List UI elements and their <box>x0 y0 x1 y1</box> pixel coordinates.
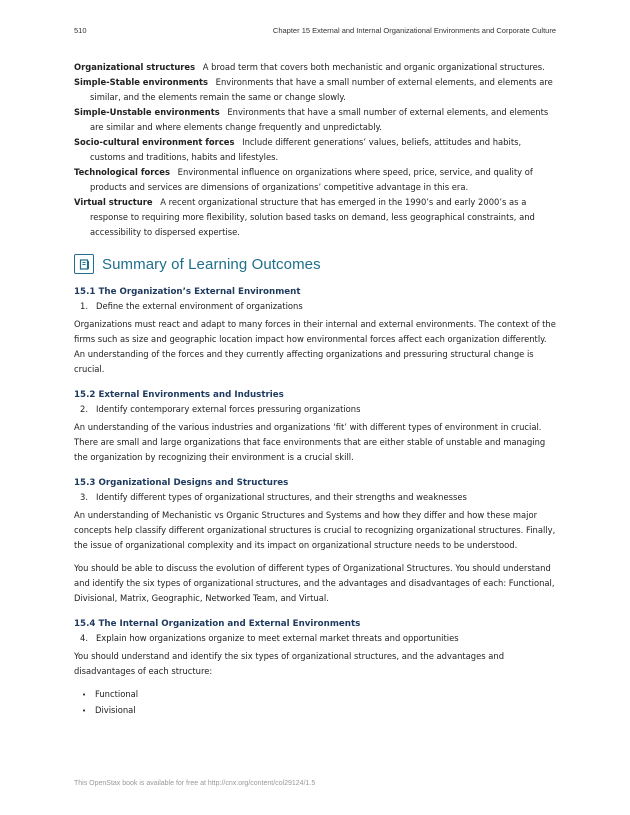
learning-objective <box>80 402 558 416</box>
objective-number: 2. <box>80 404 88 414</box>
structure-list <box>82 687 558 719</box>
glossary-definition: Environments that have a small number of external elements, and elements are similar, and the elements remain the same or change slowly. <box>90 77 553 102</box>
section-paragraph: An understanding of Mechanistic vs Organic Structures and Systems and how they differ and how these major concepts help classify different organizational structures is crucial to recognizing organizational structures. Finally, the issue of organizational complexity and its impact on organizational structure needs to be understood. <box>74 510 556 550</box>
learning-objective <box>80 299 558 313</box>
section-title: 15.1 The Organization’s External Environment <box>74 287 301 297</box>
objective-number: 3. <box>80 492 88 502</box>
outcome-section <box>74 477 558 606</box>
glossary-entry <box>74 195 558 240</box>
objective-number: 4. <box>80 633 88 643</box>
outcome-section <box>74 618 558 719</box>
objective-text: Identify contemporary external forces pressuring organizations <box>96 404 361 414</box>
list-item <box>82 703 558 719</box>
glossary-entry <box>74 105 558 135</box>
section-paragraph: An understanding of the various industries and organizations ‘fit’ with different types of environment in crucial. There are small and large organizations that face environments that are either stable of unstable and managing the organization by recognizing their environment is a crucial skill. <box>74 422 546 462</box>
glossary-definition: Environmental influence on organizations where speed, price, service, and quality of products and services are dimensions of organizations’ competitive advantage in this era. <box>90 167 533 192</box>
glossary-definition: A broad term that covers both mechanistic and organic organizational structures. <box>202 62 545 72</box>
learning-objective <box>80 631 558 645</box>
page-number: 510 <box>74 26 87 35</box>
glossary-entry <box>74 60 558 75</box>
glossary-term: Virtual structure <box>74 197 153 207</box>
chapter-title: Chapter 15 External and Internal Organizational Environments and Corporate Culture <box>272 26 556 35</box>
glossary-definition: A recent organizational structure that has emerged in the 1990’s and early 2000’s as a response to requiring more flexibility, solution based tasks on demand, less geographical constraints, and accessibility to dispersed expertise. <box>90 197 535 237</box>
glossary-term: Simple-Stable environments <box>74 77 208 87</box>
glossary-definition: Include different generations’ values, beliefs, attitudes and habits, customs and traditions, habits and lifestyles. <box>90 137 522 162</box>
section-paragraph: You should understand and identify the six types of organizational structures, and the advantages and disadvantages of each structure: <box>74 651 505 676</box>
section-paragraph: Organizations must react and adapt to many forces in their internal and external environments. The context of the firms such as size and geographic location impact how environmental forces affect each organization differently. An understanding of the forces and they currently affecting organizations and pressuring structural change is crucial. <box>74 319 556 374</box>
bullet-icon: • <box>82 691 87 699</box>
glossary-term: Simple-Unstable environments <box>74 107 220 117</box>
section-paragraph: You should be able to discuss the evolution of different types of Organizational Structures. You should understand and identify the six types of organizational structures, and the advantages and disadvantages of each: Functional, Divisional, Matrix, Geographic, Networked Team, and Virtual. <box>74 563 555 603</box>
glossary-term: Socio-cultural environment forces <box>74 137 235 147</box>
summary-heading <box>74 254 558 274</box>
glossary-definition: Environments that have a small number of external elements, and elements are similar and where elements change frequently and unpredictably. <box>90 107 549 132</box>
learning-objective <box>80 490 558 504</box>
outcome-section <box>74 286 558 377</box>
glossary-entry <box>74 75 558 105</box>
summary-title: Summary of Learning Outcomes <box>102 255 321 273</box>
glossary-entry <box>74 165 558 195</box>
list-item-text: Divisional <box>95 705 136 715</box>
list-item <box>82 687 558 703</box>
running-header <box>74 26 556 35</box>
section-title: 15.2 External Environments and Industries <box>74 390 284 400</box>
glossary-entry <box>74 135 558 165</box>
objective-text: Define the external environment of organizations <box>96 301 303 311</box>
key-terms-glossary <box>74 60 558 240</box>
objective-text: Explain how organizations organize to meet external market threats and opportunities <box>96 633 459 643</box>
book-icon <box>74 254 94 274</box>
section-title: 15.3 Organizational Designs and Structures <box>74 478 289 488</box>
objective-text: Identify different types of organizational structures, and their strengths and weaknesses <box>96 492 467 502</box>
objective-number: 1. <box>80 301 88 311</box>
outcome-section <box>74 389 558 465</box>
glossary-term: Organizational structures <box>74 62 196 72</box>
section-title: 15.4 The Internal Organization and External Environments <box>74 619 361 629</box>
bullet-icon: • <box>82 707 87 715</box>
page-footer: This OpenStax book is available for free at http://cnx.org/content/col29124/1.5 <box>74 780 316 787</box>
glossary-term: Technological forces <box>74 167 170 177</box>
list-item-text: Functional <box>95 689 139 699</box>
page-content <box>74 60 558 731</box>
